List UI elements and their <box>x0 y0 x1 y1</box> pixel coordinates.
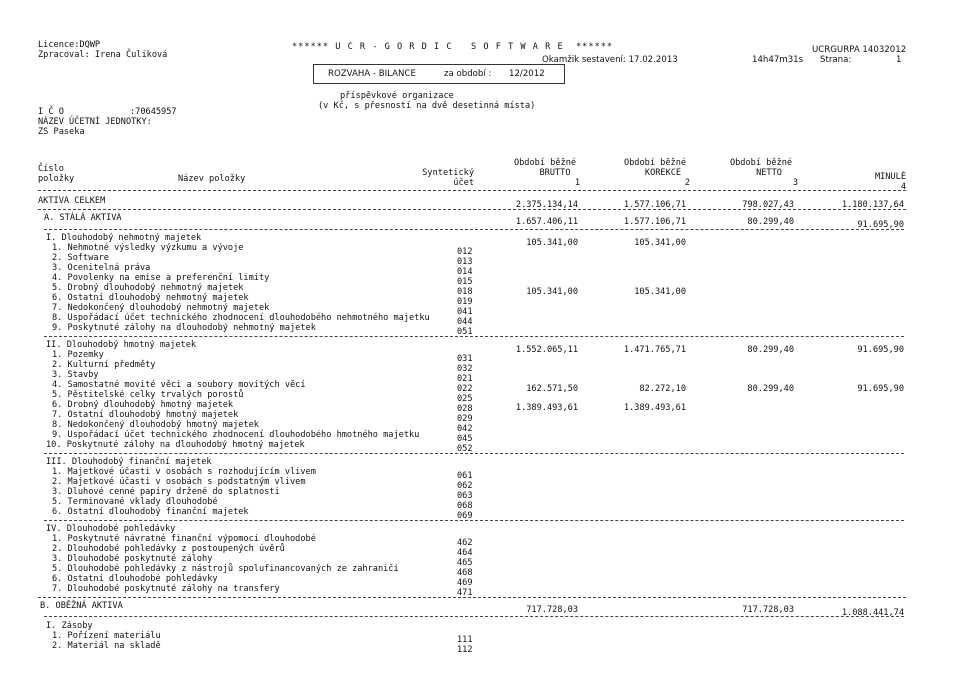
row-ucet: 069 <box>457 511 473 521</box>
row-korekce: 82.272,10 <box>639 384 686 394</box>
row-brutto: 105.341,00 <box>526 287 578 297</box>
row-netto: 80.299,40 <box>747 384 794 394</box>
generated-time: 14h47m31s <box>752 55 804 65</box>
row-label: 2. Software <box>52 253 109 263</box>
page-number: 1 <box>896 55 902 65</box>
row-ucet: 464 <box>457 548 473 558</box>
col-netto: NETTO <box>756 168 782 178</box>
col-num-3: 3 <box>792 178 798 188</box>
row-label: 3. Stavby <box>52 370 99 380</box>
divider <box>44 520 904 521</box>
row-korekce: 1.471.765,71 <box>623 345 686 355</box>
row-label: III. Dlouhodobý finanční majetek <box>46 457 212 467</box>
row-label: 7. Dlouhodobé poskytnuté zálohy na transfery <box>52 584 280 594</box>
col-cislo: Číslo <box>38 164 64 174</box>
row-label: 9. Poskytnuté zálohy na dlouhodobý nehmotný majetek <box>52 323 316 333</box>
row-label: 6. Ostatní dlouhodobý nehmotný majetek <box>52 293 249 303</box>
row-label: 2. Dlouhodobé pohledávky z postoupených úvěrů <box>52 544 285 554</box>
row-label: 8. Nedokončený dlouhodobý hmotný majetek <box>52 420 259 430</box>
row-ucet: 468 <box>457 568 473 578</box>
unit-label: NÁZEV ÚČETNÍ JEDNOTKY: <box>38 117 152 127</box>
col-num-4: 4 <box>900 182 906 192</box>
row-label: 4. Povolenky na emise a preferenční limity <box>52 273 270 283</box>
row-label: 1. Pozemky <box>52 350 104 360</box>
col-ucet: účet <box>453 178 474 188</box>
row-ucet: 471 <box>457 588 473 598</box>
row-label: A. STÁLÁ AKTIVA <box>44 213 122 223</box>
licence-text: Licence:DQWP <box>38 40 101 50</box>
row-label: 7. Ostatní dlouhodobý hmotný majetek <box>52 410 239 420</box>
row-label: 1. Pořízení materiálu <box>52 631 161 641</box>
row-label: 9. Uspořádací účet technického zhodnocení dlouhodobého hmotného majetku <box>52 430 420 440</box>
row-minule: 1.088.441,74 <box>841 608 904 618</box>
row-label: I. Zásoby <box>46 621 93 631</box>
row-label: 2. Kulturní předměty <box>52 360 156 370</box>
row-brutto: 2.375.134,14 <box>515 200 578 210</box>
row-minule: 1.180.137,64 <box>841 200 904 210</box>
divider <box>38 209 906 210</box>
row-ucet: 013 <box>457 257 473 267</box>
col-num-2: 2 <box>684 178 690 188</box>
row-korekce: 105.341,00 <box>634 238 686 248</box>
col-korekce: KOREKCE <box>644 168 682 178</box>
row-label: 3. Dluhové cenné papíry držené do splatnosti <box>52 487 280 497</box>
row-ucet: 111 <box>457 635 473 645</box>
row-minule: 91.695,90 <box>857 220 904 230</box>
row-ucet: 028 <box>457 404 473 414</box>
row-ucet: 018 <box>457 287 473 297</box>
row-ucet: 031 <box>457 354 473 364</box>
row-label: 5. Dlouhodobé pohledávky z nástrojů spolufinancovaných ze zahraničí <box>52 564 399 574</box>
precision-note: (v Kč, s přesností na dvě desetinná místa) <box>318 101 536 111</box>
row-ucet: 045 <box>457 434 473 444</box>
ico-value: :70645957 <box>130 107 177 117</box>
row-ucet: 462 <box>457 538 473 548</box>
col-brutto: BRUTTO <box>539 168 571 178</box>
row-netto: 798.027,43 <box>742 200 794 210</box>
divider <box>44 336 904 337</box>
row-ucet: 062 <box>457 481 473 491</box>
row-label: 5. Pěstitelské celky trvalých porostů <box>52 390 244 400</box>
row-netto: 717.728,03 <box>742 605 794 615</box>
row-ucet: 041 <box>457 307 473 317</box>
row-ucet: 063 <box>457 491 473 501</box>
row-minule: 91.695,90 <box>857 345 904 355</box>
row-label: 5. Drobný dlouhodobý nehmotný majetek <box>52 283 244 293</box>
generated-at: Okamžik sestavení: 17.02.2013 <box>542 55 678 65</box>
row-korekce: 1.577.106,71 <box>623 217 686 227</box>
row-label: 3. Dlouhodobé poskytnuté zálohy <box>52 554 213 564</box>
ico-label: I Č O <box>38 107 64 117</box>
row-korekce: 1.577.106,71 <box>623 200 686 210</box>
divider <box>44 616 904 617</box>
unit-name: ZS Paseka <box>38 127 85 137</box>
row-label: B. OBĚŽNÁ AKTIVA <box>40 601 123 611</box>
row-brutto: 1.389.493,61 <box>515 403 578 413</box>
report-name: ROZVAHA - BILANCE <box>328 69 416 79</box>
row-label: 4. Samostatné movité věci a soubory movitých věcí <box>52 380 306 390</box>
row-ucet: 465 <box>457 558 473 568</box>
row-brutto: 717.728,03 <box>526 605 578 615</box>
period-value: 12/2012 <box>509 69 545 79</box>
row-ucet: 015 <box>457 277 473 287</box>
row-ucet: 012 <box>457 247 473 257</box>
row-label: 6. Drobný dlouhodobý hmotný majetek <box>52 400 234 410</box>
row-ucet: 052 <box>457 444 473 454</box>
row-label: IV. Dlouhodobé pohledávky <box>46 524 176 534</box>
row-ucet: 051 <box>457 327 473 337</box>
row-label: 1. Poskytnuté návratné finanční výpomoci dlouhodobé <box>52 534 316 544</box>
col-synteticky: Syntetický <box>422 168 474 178</box>
row-label: II. Dlouhodobý hmotný majetek <box>46 340 197 350</box>
row-ucet: 042 <box>457 424 473 434</box>
row-netto: 80.299,40 <box>747 217 794 227</box>
row-ucet: 029 <box>457 414 473 424</box>
row-ucet: 061 <box>457 471 473 481</box>
row-ucet: 019 <box>457 297 473 307</box>
row-brutto: 1.657.406,11 <box>515 217 578 227</box>
row-minule: 91.695,90 <box>857 384 904 394</box>
row-label: 3. Ocenitelná práva <box>52 263 151 273</box>
row-label: 8. Uspořádací účet technického zhodnocení dlouhodobého nehmotného majetku <box>52 313 430 323</box>
row-ucet: 469 <box>457 578 473 588</box>
col-num-1: 1 <box>574 178 580 188</box>
col-obdobi-3: Období běžné <box>729 158 793 168</box>
row-label: AKTIVA CELKEM <box>38 196 106 206</box>
divider <box>44 229 904 230</box>
row-label: 5. Terminované vklady dlouhodobé <box>52 497 218 507</box>
row-ucet: 112 <box>457 645 473 655</box>
row-label: 7. Nedokončený dlouhodobý nehmotný majetek <box>52 303 270 313</box>
col-obdobi-1: Období běžné <box>513 158 577 168</box>
app-title: ****** U C R - G O R D I C S O F T W A R E ****** <box>292 42 614 52</box>
row-label: 10. Poskytnuté zálohy na dlouhodobý hmotný majetek <box>46 440 305 450</box>
row-brutto: 105.341,00 <box>526 238 578 248</box>
row-label: 6. Ostatní dlouhodobé pohledávky <box>52 574 218 584</box>
processed-by: Zpracoval: Irena Čuliková <box>38 50 168 60</box>
row-netto: 80.299,40 <box>747 345 794 355</box>
row-brutto: 1.552.065,11 <box>515 345 578 355</box>
row-brutto: 162.571,50 <box>526 384 578 394</box>
row-label: 1. Nehmotné výsledky výzkumu a vývoje <box>52 243 244 253</box>
row-ucet: 025 <box>457 394 473 404</box>
page-label: Strana: <box>820 55 852 65</box>
row-ucet: 014 <box>457 267 473 277</box>
row-label: 1. Majetkové účasti v osobách s rozhodujícím vlivem <box>52 467 316 477</box>
divider <box>38 597 906 598</box>
col-nazev: Název položky <box>178 174 246 184</box>
period-label: za období : <box>444 69 492 79</box>
row-ucet: 021 <box>457 374 473 384</box>
row-ucet: 044 <box>457 317 473 327</box>
row-korekce: 1.389.493,61 <box>623 403 686 413</box>
col-minule: MINULÉ <box>874 172 906 182</box>
row-label: 2. Majetkové účasti v osobách s podstatným vlivem <box>52 477 306 487</box>
header-rule <box>38 190 906 191</box>
col-obdobi-2: Období běžné <box>623 158 687 168</box>
org-type: příspěvkové organizace <box>340 91 454 101</box>
row-korekce: 105.341,00 <box>634 287 686 297</box>
col-polozky: položky <box>38 174 75 184</box>
report-code: UCRGURPA 14032012 <box>812 45 907 55</box>
divider <box>44 453 904 454</box>
row-ucet: 022 <box>457 384 473 394</box>
row-label: 6. Ostatní dlouhodobý finanční majetek <box>52 507 249 517</box>
row-label: 2. Materiál na skladě <box>52 641 161 651</box>
row-ucet: 068 <box>457 501 473 511</box>
row-ucet: 032 <box>457 364 473 374</box>
row-label: I. Dlouhodobý nehmotný majetek <box>46 233 202 243</box>
